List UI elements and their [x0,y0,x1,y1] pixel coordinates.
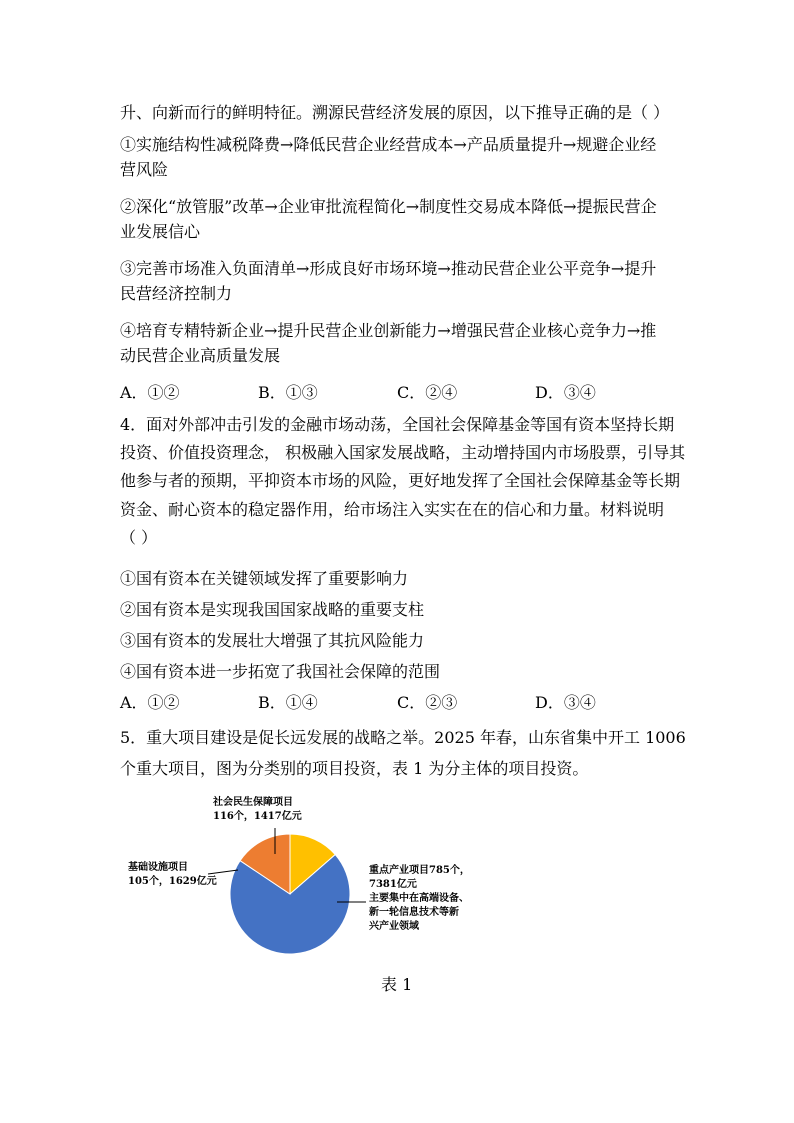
q4-item-1: ①国有资本在关键领域发挥了重要影响力 [120,569,409,588]
q5-line-1: 5．重大项目建设是促长远发展的战略之举。2025 年春，山东省集中开工 1006 [120,728,686,747]
q4-line-3: 他参与者的预期，平抑资本市场的风险，更好地发挥了全国社会保障基金等长期 [120,471,681,490]
q3-stem-end: 升、向新而行的鲜明特征。溯源民营经济发展的原因，以下推导正确的是（ ） [120,103,670,122]
label-key-title: 重点产业项目785个， [369,865,470,876]
project-investment-pie-chart [110,786,510,966]
q4-option-b: B．①④ [258,693,318,712]
q3-item-4-line-2: 动民营企业高质量发展 [120,346,281,365]
q3-option-a: A．①② [120,383,180,402]
label-key-values: 7381亿元 [369,879,417,890]
q4-item-2: ②国有资本是实现我国国家战略的重要支柱 [120,600,425,619]
q4-line-5: （ ） [120,528,158,547]
q5-line-2: 个重大项目，图为分类别的项目投资，表 1 为分主体的项目投资。 [120,759,589,778]
label-social-title: 社会民生保障项目 [213,797,293,808]
q4-option-c: C．②③ [397,693,458,712]
label-infra-title: 基础设施项目 [128,862,188,873]
q4-line-1: 4．面对外部冲击引发的金融市场动荡，全国社会保障基金等国有资本坚持长期 [120,415,675,434]
q3-item-1-line-1: ①实施结构性减税降费→降低民营企业经营成本→产品质量提升→规避企业经 [120,135,657,154]
q3-item-2-line-2: 业发展信心 [120,222,201,241]
table-caption: 表 1 [381,975,413,994]
q3-item-3-line-2: 民营经济控制力 [120,284,233,303]
q4-item-3: ③国有资本的发展壮大增强了其抗风险能力 [120,631,425,650]
q4-line-4: 资金、耐心资本的稳定器作用，给市场注入实实在在的信心和力量。材料说明 [120,500,665,519]
q4-line-2: 投资、价值投资理念， 积极融入国家发展战略，主动增持国内市场股票，引导其 [120,443,686,462]
label-social-values: 116个，1417亿元 [213,811,302,822]
q3-option-b: B．①③ [258,383,318,402]
label-key-note-3: 兴产业领域 [369,921,419,932]
q3-option-c: C．②④ [397,383,458,402]
q3-option-d: D．③④ [535,383,596,402]
q3-item-1-line-2: 营风险 [120,160,169,179]
label-key-note-1: 主要集中在高端设备、 [369,893,469,904]
q3-item-2-line-1: ②深化“放管服”改革→企业审批流程简化→制度性交易成本降低→提振民营企 [120,197,657,216]
q4-item-4: ④国有资本进一步拓宽了我国社会保障的范围 [120,662,441,681]
label-infra-values: 105个，1629亿元 [128,876,217,887]
q3-item-4-line-1: ④培育专精特新企业→提升民营企业创新能力→增强民营企业核心竞争力→推 [120,321,657,340]
q3-item-3-line-1: ③完善市场准入负面清单→形成良好市场环境→推动民营企业公平竞争→提升 [120,259,657,278]
q4-option-a: A．①② [120,693,180,712]
label-key-note-2: 新一轮信息技术等新 [369,907,459,918]
q4-option-d: D．③④ [535,693,596,712]
